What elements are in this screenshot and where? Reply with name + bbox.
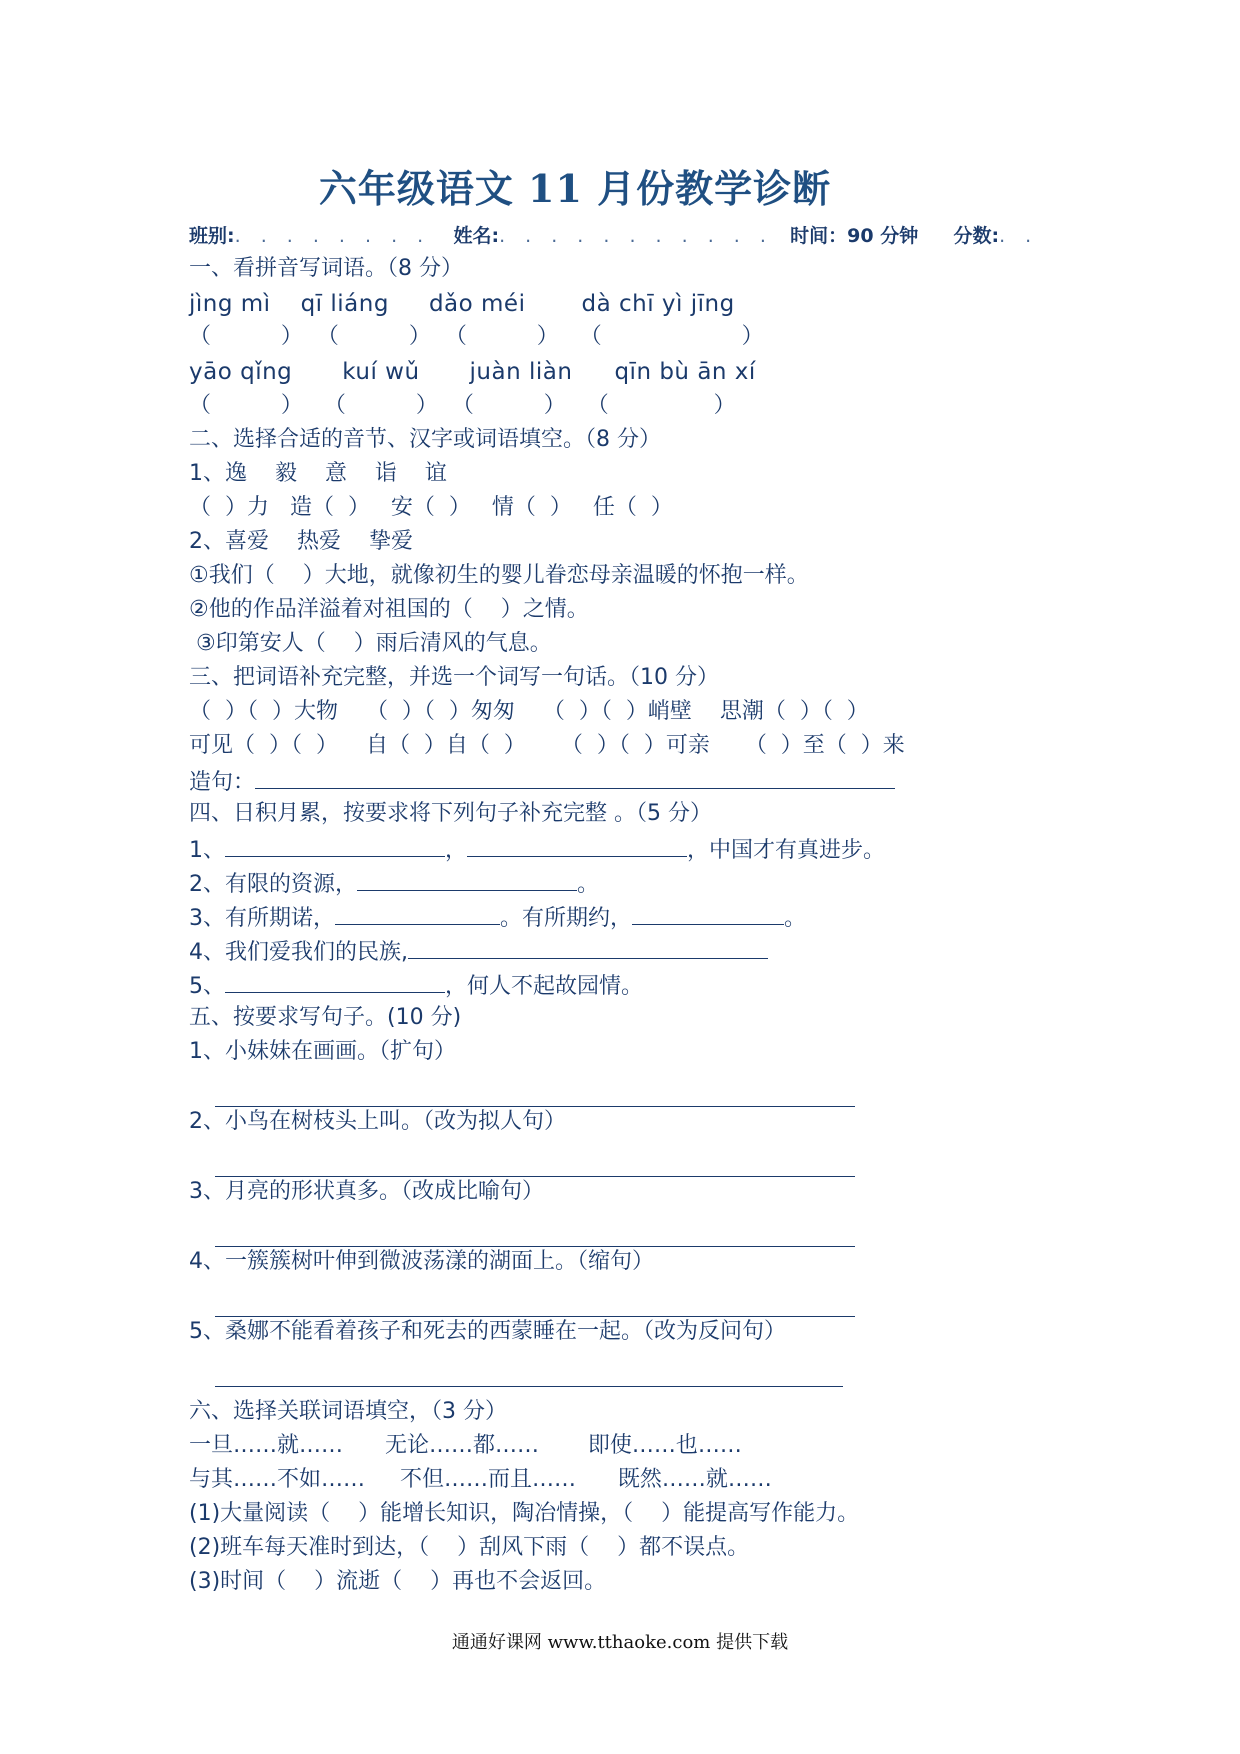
section-6-heading: 六、选择关联词语填空，（3 分） [189,1399,507,1424]
answer-line-3[interactable] [215,1246,855,1247]
recite-text: 3、有所期诺， [189,906,335,931]
q-number: 5、 [189,974,225,999]
sentence-blank[interactable] [255,766,895,789]
answer-line-1[interactable] [215,1106,855,1107]
conjunction-q2[interactable]: (2)班车每天准时到达，（ ）刮风下雨（ ）都不误点。 [189,1535,750,1560]
pinyin-row-1 [189,290,735,318]
recite-blank[interactable] [357,868,577,891]
recite-blank[interactable] [225,970,445,993]
char-options: 1、逸 毅 意 诣 谊 [189,461,447,486]
recite-text: 2、有限的资源， [189,872,357,897]
recite-blank[interactable] [335,902,500,925]
pinyin-item: qīn bù ān xí [614,359,756,385]
answer-line-5[interactable] [215,1386,843,1387]
score-label: 分数: [953,225,1000,247]
q-number: 1、 [189,838,225,863]
recite-text: ，中国才有真进步。 [687,838,886,863]
time-label: 时间：90 分钟 [790,225,919,247]
rewrite-q2: 2、小鸟在树枝头上叫。（改为拟人句） [189,1109,566,1134]
pinyin-item: qī liáng [300,291,389,317]
pinyin-item: juàn liàn [469,359,573,385]
conjunction-options-2: 与其……不如…… 不但……而且…… 既然……就…… [189,1467,772,1492]
conjunction-options-1: 一旦……就…… 无论……都…… 即使……也…… [189,1433,742,1458]
recite-q3 [189,902,806,933]
answer-line-2[interactable] [215,1176,855,1177]
recite-text: ，何人不起故园情。 [445,974,644,999]
word-options: 2、喜爱 热爱 挚爱 [189,529,413,554]
recite-blank[interactable] [467,834,687,857]
idiom-row-2[interactable]: 可见（ ）（ ） 自（ ）自（ ） （ ）（ ）可亲 （ ）至（ ）来 [189,733,905,758]
class-label: 班别: [189,225,235,247]
answer-parens-row-1[interactable]: （ ） （ ） （ ） （ ） [189,324,764,349]
pinyin-item: yāo qǐng [189,359,293,385]
pinyin-item: kuí wǔ [342,359,420,385]
section-1-heading: 一、看拼音写词语。（8 分） [189,256,463,281]
page-title: 六年级语文 11 月份教学诊断 [318,166,832,211]
idiom-row-1[interactable]: （ ）（ ）大物 （ ）（ ）匆匆 （ ）（ ）峭壁 思潮（ ）（ ） [189,699,869,724]
fill-sentence-a[interactable]: ①我们（ ）大地，就像初生的婴儿眷恋母亲温暖的怀抱一样。 [189,563,809,588]
section-3-heading: 三、把词语补充完整，并选一个词写一句话。（10 分） [189,665,719,690]
name-blank[interactable]: . . . . . . . . . . . [499,225,773,247]
name-label: 姓名: [453,225,500,247]
fill-sentence-c[interactable]: ③印第安人（ ）雨后清风的气息。 [189,631,552,656]
punct: 。 [577,872,600,897]
rewrite-q5: 5、桑娜不能看着孩子和死去的西蒙睡在一起。（改为反问句） [189,1319,786,1344]
answer-line-4[interactable] [215,1316,855,1317]
rewrite-q4: 4、一簇簇树叶伸到微波荡漾的湖面上。（缩句） [189,1249,654,1274]
score-blank[interactable]: . . [999,225,1039,247]
answer-parens-row-2[interactable]: （ ） （ ） （ ） （ ） [189,393,736,418]
recite-q2 [189,868,599,899]
student-info-row [189,222,1038,250]
recite-text: 4、我们爱我们的民族, [189,940,408,965]
recite-blank[interactable] [632,902,784,925]
section-4-heading: 四、日积月累，按要求将下列句子补充完整 。（5 分） [189,801,712,826]
pinyin-item: dǎo méi [428,291,526,317]
recite-q1 [189,834,885,865]
section-5-heading: 五、按要求写句子。(10 分) [189,1005,462,1030]
recite-blank[interactable] [408,936,768,959]
rewrite-q3: 3、月亮的形状真多。（改成比喻句） [189,1179,544,1204]
char-fill-row[interactable]: （ ）力 造（ ） 安（ ） 情（ ） 任（ ） [189,495,673,520]
download-footer: 通通好课网 www.tthaoke.com 提供下载 [451,1632,789,1653]
recite-q5 [189,970,643,1001]
recite-blank[interactable] [225,834,445,857]
pinyin-item: dà chī yì jīng [581,291,735,317]
pinyin-item: jìng mì [189,291,271,317]
conjunction-q1[interactable]: (1)大量阅读（ ）能增长知识，陶冶情操，（ ）能提高写作能力。 [189,1501,860,1526]
punct: 。 [784,906,807,931]
sentence-label: 造句： [189,770,256,795]
punct: ， [445,838,468,863]
fill-sentence-b[interactable]: ②他的作品洋溢着对祖国的（ ）之情。 [189,597,589,622]
recite-text: 。有所期约， [500,906,633,931]
recite-q4 [189,936,768,967]
class-blank[interactable]: . . . . . . . . [234,225,431,247]
pinyin-row-2 [189,358,756,386]
sentence-row [189,766,895,797]
conjunction-q3[interactable]: (3)时间（ ）流逝（ ）再也不会返回。 [189,1569,607,1594]
section-2-heading: 二、选择合适的音节、汉字或词语填空。（8 分） [189,427,661,452]
rewrite-q1: 1、小妹妹在画画。（扩句） [189,1039,456,1064]
